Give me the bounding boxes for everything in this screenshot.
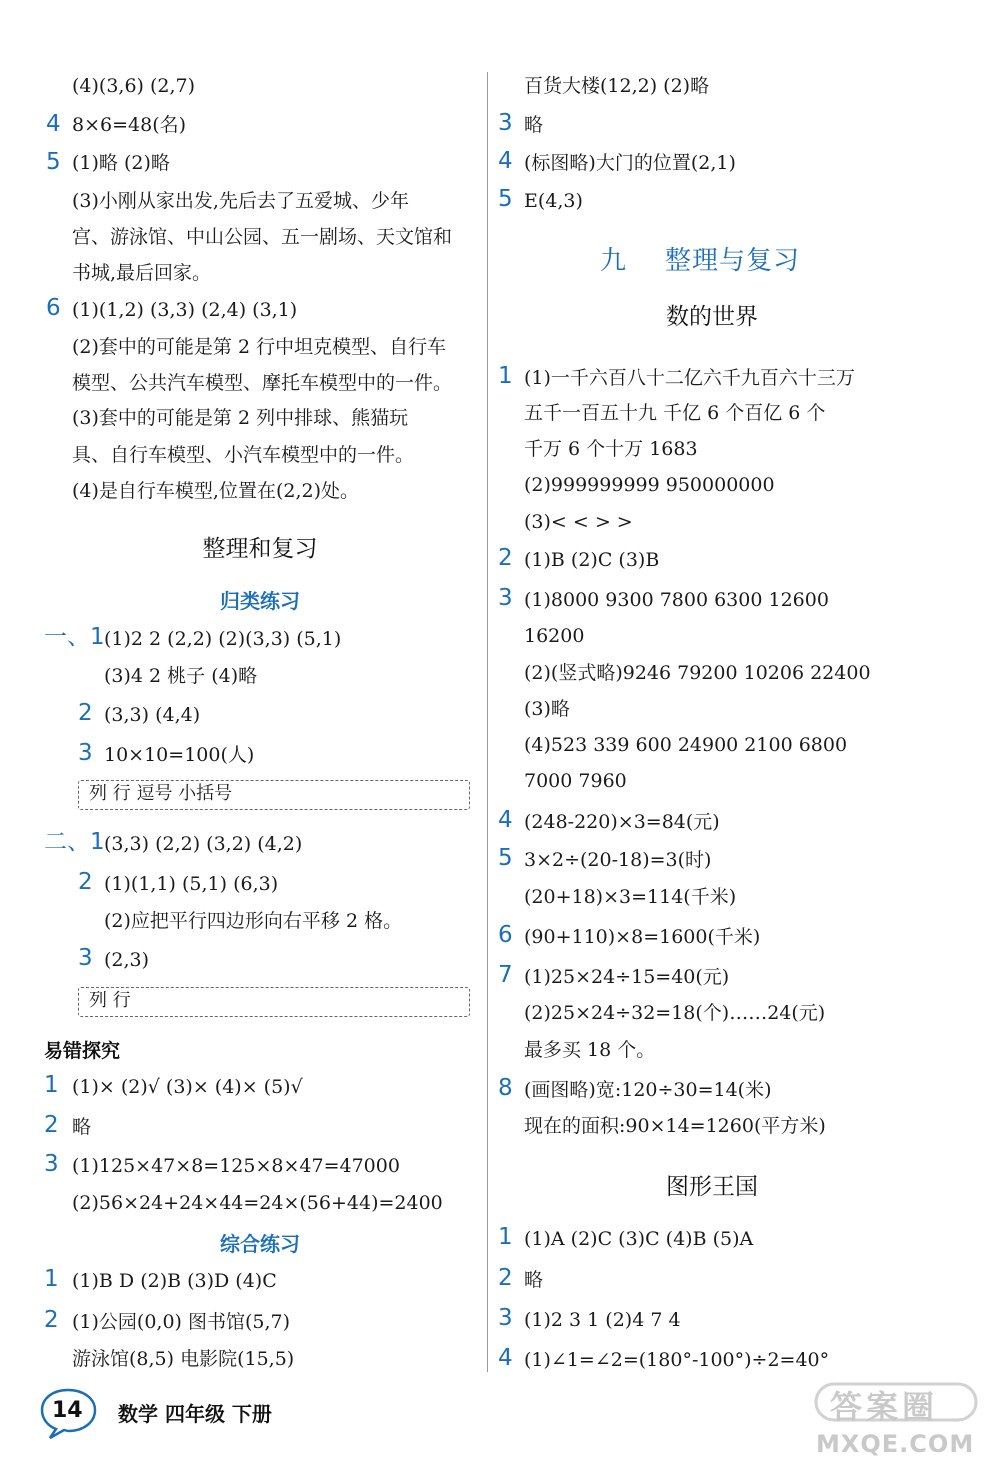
- question-number: 3: [498, 1305, 513, 1331]
- section-heading: 易错探究: [44, 1040, 121, 1062]
- watermark-url: MXQE.COM: [816, 1430, 975, 1458]
- answer-line: (3)4 2 桃子 (4)略: [104, 665, 258, 687]
- question-number: 3: [498, 585, 513, 611]
- answer-line: (1)25×24÷15=40(元): [524, 966, 730, 988]
- question-number: 7: [498, 962, 513, 988]
- answer-line: (2)套中的可能是第 2 行中坦克模型、自行车: [72, 336, 447, 358]
- answer-line: (4)523 339 600 24900 2100 6800: [524, 734, 848, 756]
- subsection-heading: 综合练习: [220, 1232, 300, 1256]
- answer-line: (3)略: [524, 698, 570, 720]
- question-number: 2: [44, 1112, 59, 1138]
- answer-line: (1)× (2)√ (3)× (4)× (5)√: [72, 1076, 303, 1098]
- question-number: 1: [44, 1266, 59, 1292]
- book-title: 数学 四年级 下册: [118, 1402, 272, 1426]
- question-number: 8: [498, 1075, 513, 1101]
- answer-line: (3)小刚从家出发,先后去了五爱城、少年: [72, 190, 409, 212]
- answer-line: (3,3) (4,4): [104, 704, 201, 726]
- answer-line: 10×10=100(人): [104, 744, 255, 766]
- answer-line: (90+110)×8=1600(千米): [524, 926, 761, 948]
- answer-line: (2)56×24+24×44=24×(56+44)=2400: [72, 1192, 443, 1214]
- section-heading: 图形王国: [666, 1174, 758, 1200]
- section-heading: 数的世界: [666, 304, 758, 330]
- answer-line: (1)A (2)C (3)C (4)B (5)A: [524, 1228, 754, 1250]
- question-number: 1: [498, 363, 513, 389]
- answer-line: E(4,3): [524, 190, 583, 212]
- chapter-number: 九: [600, 246, 628, 276]
- answer-line: (2,3): [104, 949, 150, 971]
- answer-line: (1)公园(0,0) 图书馆(5,7): [72, 1311, 291, 1333]
- fill-in-box: 列 行: [78, 987, 470, 1017]
- question-number: 2: [498, 1265, 513, 1291]
- answer-line: (3)套中的可能是第 2 列中排球、熊猫玩: [72, 407, 409, 429]
- answer-line: 16200: [524, 625, 585, 647]
- answer-line: (4)是自行车模型,位置在(2,2)处。: [72, 480, 359, 502]
- question-number: 5: [498, 845, 513, 871]
- fill-in-box: 列 行 逗号 小括号: [78, 780, 470, 810]
- answer-line: 模型、公共汽车模型、摩托车模型中的一件。: [72, 372, 453, 394]
- answer-line: 3×2÷(20-18)=3(时): [524, 849, 712, 871]
- answer-line: (1)一千六百八十二亿六千九百六十三万: [524, 367, 855, 389]
- answer-line: (2)999999999 950000000: [524, 474, 775, 496]
- answer-line: (1)2 2 (2,2) (2)(3,3) (5,1): [104, 628, 342, 650]
- question-number: 4: [498, 807, 513, 833]
- question-number: 1: [498, 1224, 513, 1250]
- watermark-logo: [812, 1378, 980, 1424]
- question-number: 3: [78, 945, 93, 971]
- question-number: 2: [78, 869, 93, 895]
- answer-line: (3,3) (2,2) (3,2) (4,2): [104, 833, 303, 855]
- answer-line: 宫、游泳馆、中山公园、五一剧场、天文馆和: [72, 226, 453, 248]
- answer-line: 千万 6 个十万 1683: [524, 438, 698, 460]
- answer-line: (画图略)宽:120÷30=14(米): [524, 1079, 772, 1101]
- answer-line: (248-220)×3=84(元): [524, 811, 720, 833]
- answer-line: 最多买 18 个。: [524, 1039, 656, 1061]
- answer-line: 百货大楼(12,2) (2)略: [524, 75, 710, 97]
- answer-line: 略: [524, 114, 544, 136]
- question-number: 3: [44, 1151, 59, 1177]
- subsection-heading: 归类练习: [220, 589, 300, 613]
- section-label: 二、1: [44, 829, 105, 855]
- answer-line: (1)2 3 1 (2)4 7 4: [524, 1309, 681, 1331]
- answer-line: 略: [524, 1269, 544, 1291]
- answer-line: 略: [72, 1116, 92, 1138]
- answer-line: (20+18)×3=114(千米): [524, 886, 737, 908]
- answer-line: (4)(3,6) (2,7): [72, 75, 196, 97]
- answer-line: 现在的面积:90×14=1260(平方米): [524, 1115, 826, 1137]
- question-number: 2: [78, 700, 93, 726]
- question-number: 3: [498, 110, 513, 136]
- answer-line: 7000 7960: [524, 770, 627, 792]
- question-number: 4: [46, 111, 61, 137]
- answer-line: 五千一百五十九 千亿 6 个百亿 6 个: [524, 402, 826, 424]
- chapter-title: 整理与复习: [665, 246, 801, 276]
- answer-line: 书城,最后回家。: [72, 262, 212, 284]
- answer-line: (1)略 (2)略: [72, 152, 170, 174]
- question-number: 2: [44, 1307, 59, 1333]
- answer-line: (标图略)大门的位置(2,1): [524, 152, 736, 174]
- answer-line: (1)B D (2)B (3)D (4)C: [72, 1270, 277, 1292]
- question-number: 4: [498, 148, 513, 174]
- answer-line: (1)8000 9300 7800 6300 12600: [524, 589, 829, 611]
- answer-line: 8×6=48(名): [72, 114, 187, 136]
- answer-line: (1)(1,2) (3,3) (2,4) (3,1): [72, 299, 298, 321]
- answer-line: (2)应把平行四边形向右平移 2 格。: [104, 910, 403, 932]
- section-heading: 整理和复习: [202, 536, 318, 562]
- question-number: 4: [498, 1345, 513, 1371]
- answer-line: (1)125×47×8=125×8×47=47000: [72, 1155, 400, 1177]
- page-number: 14: [52, 1398, 83, 1423]
- answer-line: 具、自行车模型、小汽车模型中的一件。: [72, 444, 415, 466]
- answer-line: (1)B (2)C (3)B: [524, 549, 660, 571]
- answer-line: (1)(1,1) (5,1) (6,3): [104, 873, 279, 895]
- question-number: 2: [498, 545, 513, 571]
- watermark-text: 答案圈: [830, 1388, 939, 1426]
- answer-line: 游泳馆(8,5) 电影院(15,5): [72, 1348, 295, 1370]
- answer-line: (3)< < > >: [524, 511, 633, 533]
- question-number: 6: [46, 295, 61, 321]
- column-divider: [487, 72, 488, 1372]
- section-label: 一、1: [44, 624, 105, 650]
- question-number: 5: [46, 149, 61, 175]
- answer-line: (2)(竖式略)9246 79200 10206 22400: [524, 662, 871, 684]
- question-number: 5: [498, 186, 513, 212]
- question-number: 3: [78, 740, 93, 766]
- answer-line: (1)∠1=∠2=(180°-100°)÷2=40°: [524, 1349, 830, 1371]
- question-number: 6: [498, 922, 513, 948]
- answer-line: (2)25×24÷32=18(个)……24(元): [524, 1002, 826, 1024]
- question-number: 1: [44, 1072, 59, 1098]
